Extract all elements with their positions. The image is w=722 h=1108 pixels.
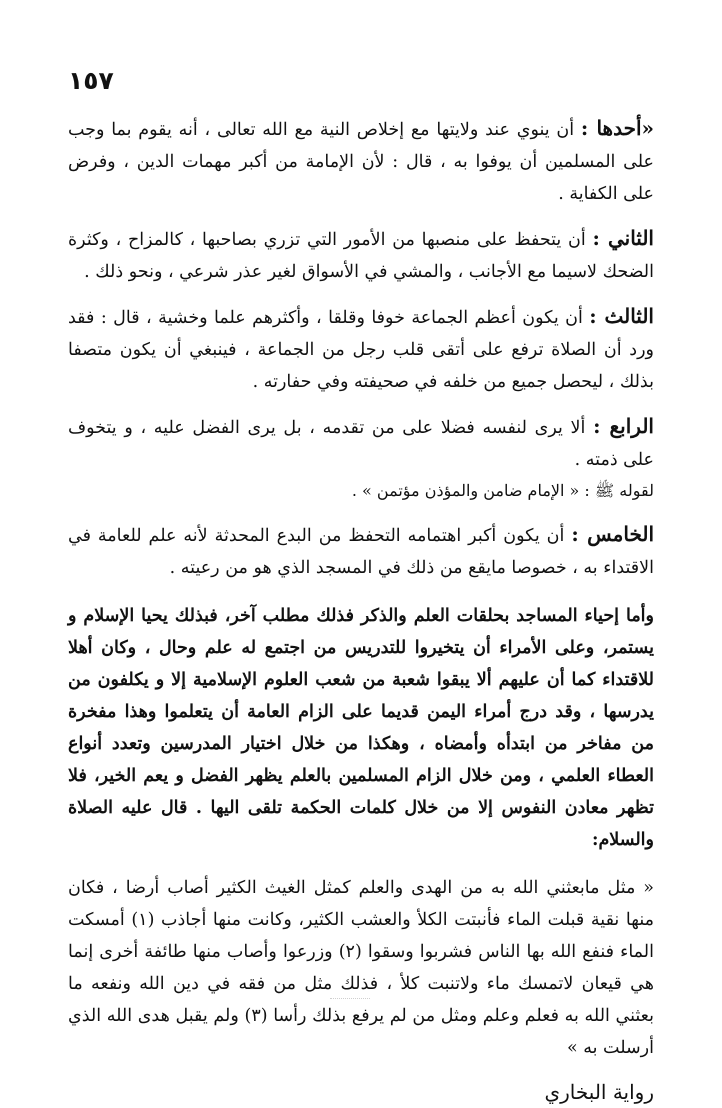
body-paragraph: وأما إحياء المساجد بحلقات العلم والذكر فذلك مطلب آخر، فبذلك يحيا الإسلام و يستمر، وعلى الأمراء أن يتخيروا للتدريس من اجتمع له علم وحال ، وكان أهلا للاقتداء كما أن عليهم ألا يبقوا شعبة من شعب العلوم الإسلامية إلا و يكلفون من يدرسها ، وقد درج أمراء اليمن قديما على الزام العامة أن يتعلموا وهذا مفخرة من مفاخر من ابتدأه وأمضاه ، وهكذا من خلال اختيار المدرسين وتعدد أنواع العطاء العلمي ، ومن خلال الزام المسلمين بالعلم يظهر الفضل و يعم الخير، فلا تظهر معادن النفوس إلا من خلال كلمات الحكمة تلقى اليها . قال عليه الصلاة والسلام: <box>68 606 654 850</box>
item-label: الثالث : <box>589 304 654 328</box>
item-second <box>68 222 654 288</box>
item-text: ألا يرى لنفسه فضلا على من تقدمه ، بل يرى الفضل عليه ، و يتخوف على ذمته . <box>68 418 654 470</box>
item-text: أن يتحفظ على منصبها من الأمور التي تزري بصاحبها ، كالمزاح ، وكثرة الضحك لاسيما مع الأجانب ، والمشي في الأسواق لغير عذر شرعي ، ونحو ذلك . <box>68 230 654 282</box>
page-number: ١٥٧ <box>68 66 114 95</box>
page-mark <box>330 990 370 999</box>
hadith-quote: « مثل مابعثني الله به من الهدى والعلم كمثل الغيث الكثير أصاب أرضا ، فكان منها نقية قبلت الماء فأنبتت الكلأ والعشب الكثير، وكانت منها أجاذب (١) أمسكت الماء فنفع الله بها الناس فشربوا وسقوا (٢) وزرعوا وأصاب منها طائفة أخرى إنما هي قيعان لاتمسك ماء ولاتنبت كلأ ، فذلك مثل من فقه في دين الله ونفعه ما بعثني الله به فعلم وعلم ومثل من لم يرفع بذلك رأسا (٣) ولم يقبل هدى الله الذي أرسلت به » <box>68 878 654 1058</box>
item-text: أن ينوي عند ولايتها مع إخلاص النية مع الله تعالى ، أنه يقوم بما وجب على المسلمين أن يوفوا به ، قال : لأن الإمامة من أكبر مهمات الدين ، وفرض على الكفاية . <box>68 120 654 204</box>
item-fifth <box>68 518 654 584</box>
item-label: الرابع : <box>593 414 654 438</box>
source-attribution: رواية البخاري <box>544 1080 654 1104</box>
item-label: «أحدها : <box>580 116 655 140</box>
hadith-line: لقوله ﷺ : « الإمام ضامن والمؤذن مؤتمن » . <box>351 481 654 500</box>
item-label: الخامس : <box>571 522 654 546</box>
item-third <box>68 300 654 398</box>
item-label: الثاني : <box>592 226 654 250</box>
item-text: أن يكون أكبر اهتمامه التحفظ من البدع المحدثة لأنه علم للعامة في الاقتداء به ، خصوصا مايقع من ذلك في المسجد الذي هو من رعيته . <box>68 526 654 578</box>
item-fourth <box>68 410 654 476</box>
item-text: أن يكون أعظم الجماعة خوفا وقلقا ، وأكثرهم علما وخشية ، قال : فقد ورد أن الصلاة ترفع على أتقى قلب رجل من الجماعة ، فينبغي أن يكون متصفا بذلك ، ليحصل جميع من خلفه في صحيفته وفي حفارته . <box>68 308 654 392</box>
page-body <box>68 112 654 1108</box>
item-first <box>68 112 654 210</box>
